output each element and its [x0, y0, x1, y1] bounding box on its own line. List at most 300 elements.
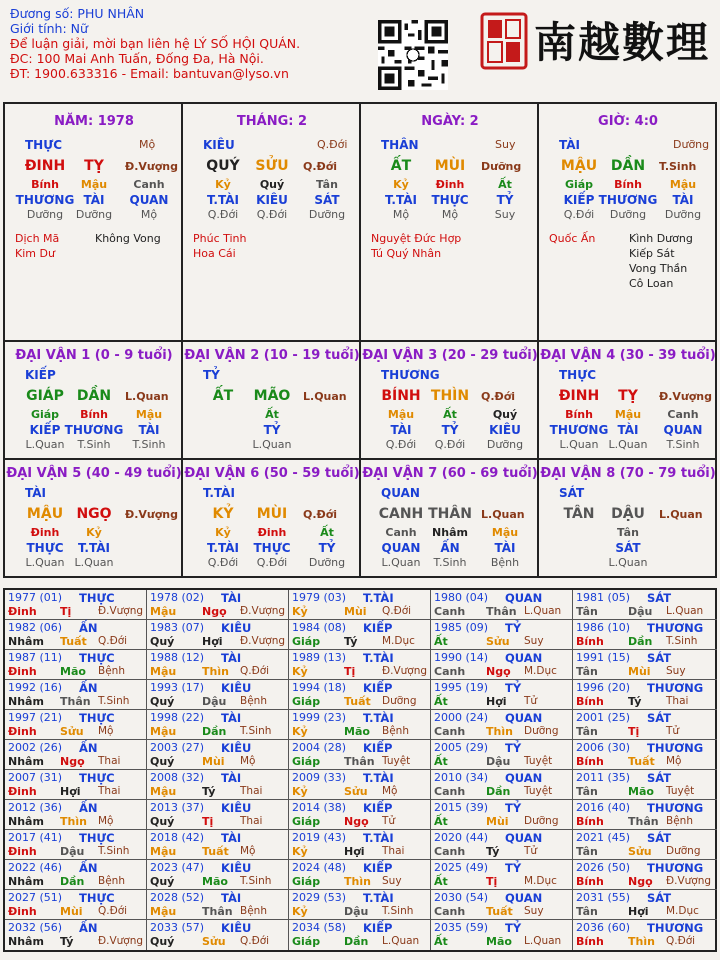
year-stage: Đ.Vượng [240, 635, 286, 647]
year-label: 1995 (19) [434, 681, 489, 694]
stem-stage: Q.Đới [317, 138, 348, 151]
heavenly-stem: QUÝ [206, 158, 240, 174]
year-stem: Mậu [150, 605, 177, 618]
year-branch: Hợi [628, 905, 649, 918]
heavenly-stem: ẤT [390, 158, 412, 174]
year-label: 2009 (33) [292, 771, 347, 784]
year-stage: Q.Đới [98, 635, 128, 647]
year-branch: Ngọ [60, 755, 85, 768]
shen-sha-right: Kiếp Sát [629, 247, 675, 260]
hidden-stem-stem: Ất [265, 408, 279, 421]
year-star: SÁT [647, 651, 672, 665]
year-star: KIẾP [363, 621, 393, 635]
hidden-stem-stage: L.Quan [381, 556, 421, 569]
year-branch: Dần [344, 935, 369, 948]
year-stage: T.Sinh [666, 635, 698, 647]
hidden-stem-stem: Bính [31, 178, 59, 191]
earthly-branch: THÂN [428, 506, 472, 522]
year-star: TỶ [505, 921, 522, 935]
year-label: 2031 (55) [576, 891, 631, 904]
year-label: 2026 (50) [576, 861, 631, 874]
year-stem: Tân [576, 665, 598, 678]
year-stage: Q.Đới [666, 935, 696, 947]
year-cell [573, 800, 717, 830]
hidden-stem-stem: Tân [316, 178, 338, 191]
hidden-stem-star: KIẾP [563, 193, 595, 207]
year-label: 2002 (26) [8, 741, 63, 754]
hidden-stem-star: TÀI [138, 423, 160, 437]
hidden-stem-stem: Đinh [435, 178, 465, 191]
year-cell [5, 590, 147, 620]
year-stem: Canh [434, 845, 466, 858]
year-stem: Nhâm [8, 695, 44, 708]
year-stem: Bính [576, 815, 604, 828]
hidden-stem-star: SÁT [615, 541, 641, 555]
year-stem: Giáp [292, 935, 321, 948]
year-label: 2029 (53) [292, 891, 347, 904]
year-branch: Mùi [60, 905, 83, 918]
header-info [10, 6, 370, 81]
hidden-stem-stage: Q.Đới [256, 208, 288, 221]
four-pillars-chart [3, 102, 717, 578]
year-label: 2007 (31) [8, 771, 63, 784]
year-stage: Thai [240, 815, 263, 827]
year-star: KIÊU [221, 921, 252, 935]
year-star: T.TÀI [363, 891, 394, 905]
year-stem: Ất [434, 695, 448, 708]
year-star: SÁT [647, 831, 672, 845]
year-star: ẤN [79, 621, 98, 635]
year-branch: Hợi [344, 845, 365, 858]
year-stem: Ất [434, 635, 448, 648]
year-star: KIÊU [221, 861, 252, 875]
year-label: 2020 (44) [434, 831, 489, 844]
year-cell [573, 590, 717, 620]
year-stem: Giáp [292, 875, 321, 888]
hidden-stem-stem: Giáp [30, 408, 60, 421]
year-stem: Quý [150, 875, 175, 888]
year-cell [147, 890, 289, 920]
hidden-stem-star: TỶ [496, 193, 514, 207]
branch-stage: Đ.Vượng [659, 390, 713, 403]
year-branch: Sửu [628, 845, 652, 858]
year-stage: Q.Đới [98, 905, 128, 917]
year-stage: Đ.Vượng [666, 875, 712, 887]
year-stage: Tử [666, 725, 680, 737]
year-cell [573, 830, 717, 860]
year-stage: Mộ [98, 815, 114, 827]
year-cell [147, 920, 289, 950]
year-label: 1980 (04) [434, 591, 489, 604]
year-label: 2003 (27) [150, 741, 205, 754]
dai-van-box [361, 460, 539, 578]
year-stem: Bính [576, 635, 604, 648]
earthly-branch: NGỌ [76, 506, 112, 522]
hidden-stem-stage: L.Quan [608, 556, 648, 569]
year-stage: Tử [524, 695, 538, 707]
year-stem: Bính [576, 875, 604, 888]
year-branch: Thân [60, 695, 91, 708]
branch-stage: L.Quan [481, 508, 525, 521]
branch-stage: L.Quan [303, 390, 347, 403]
year-branch: Dậu [486, 755, 511, 768]
hidden-stem-stem: Ất [498, 178, 512, 191]
year-label: 2036 (60) [576, 921, 631, 934]
year-cell [289, 800, 431, 830]
hidden-stem-stage: Q.Đới [256, 556, 288, 569]
dai-van-box [183, 460, 361, 578]
heavenly-stem: MẬU [26, 506, 64, 522]
dai-van-box [361, 342, 539, 460]
year-star: KIẾP [363, 921, 393, 935]
hidden-stem-stem: Giáp [564, 178, 594, 191]
branch-stage: Q.Đới [481, 390, 516, 403]
year-star: QUAN [505, 711, 543, 725]
year-stage: Bệnh [382, 725, 409, 737]
year-label: 2027 (51) [8, 891, 63, 904]
earthly-branch: DẬU [611, 506, 645, 522]
year-stage: L.Quan [382, 935, 420, 947]
year-stage: Đ.Vượng [98, 935, 144, 947]
year-branch: Dần [60, 875, 85, 888]
year-stem: Mậu [150, 845, 177, 858]
year-stage: Dưỡng [524, 815, 559, 827]
hidden-stem-stem: Kỷ [393, 178, 409, 191]
year-stage: Mộ [382, 785, 398, 797]
dai-van-box [539, 342, 717, 460]
hidden-stem-stem: Quý [259, 178, 285, 191]
year-stem: Quý [150, 635, 175, 648]
year-star: TÀI [221, 711, 242, 725]
year-star: SÁT [647, 891, 672, 905]
year-cell [147, 620, 289, 650]
earthly-branch: TỴ [618, 388, 638, 404]
year-cell [431, 740, 573, 770]
year-stem: Đinh [8, 605, 37, 618]
year-stage: Suy [666, 665, 686, 677]
pillar-title: ĐẠI VẬN 2 (10 - 19 tuổi) [184, 348, 360, 363]
year-stem: Canh [434, 905, 466, 918]
branch-stage: Q.Đới [303, 160, 338, 173]
ten-god-star: TỶ [203, 368, 220, 382]
year-stage: T.Sinh [98, 845, 130, 857]
year-stem: Tân [576, 605, 598, 618]
year-branch: Mão [202, 875, 228, 888]
year-branch: Thân [344, 755, 375, 768]
year-stem: Nhâm [8, 935, 44, 948]
shen-sha-left: Dịch Mã [15, 232, 60, 245]
hidden-stem-stage: L.Quan [608, 438, 648, 451]
year-stem: Kỷ [292, 785, 308, 798]
branch-stage: Q.Đới [303, 508, 338, 521]
year-cell [431, 830, 573, 860]
ten-god-star: TÀI [559, 138, 581, 152]
branch-stage: Đ.Vượng [125, 160, 179, 173]
heavenly-stem: GIÁP [26, 388, 64, 404]
hidden-stem-stem: Nhâm [432, 526, 468, 539]
hidden-stem-stage: Dưỡng [308, 556, 346, 569]
year-label: 2011 (35) [576, 771, 631, 784]
hidden-stem-stage: Q.Đới [385, 438, 417, 451]
year-branch: Tuất [202, 845, 229, 858]
year-cell [5, 620, 147, 650]
branch-stage: Đ.Vượng [125, 508, 179, 521]
year-cell [289, 920, 431, 950]
hidden-stem-star: QUAN [129, 193, 169, 207]
hidden-stem-stem: Tân [617, 526, 639, 539]
year-stem: Mậu [150, 665, 177, 678]
year-cell [289, 770, 431, 800]
year-cell [5, 770, 147, 800]
year-label: 1991 (15) [576, 651, 631, 664]
year-star: THỰC [79, 711, 115, 725]
hidden-stem-stage: L.Quan [252, 438, 292, 451]
year-star: ẤN [79, 681, 98, 695]
year-label: 2028 (52) [150, 891, 205, 904]
year-stage: T.Sinh [240, 875, 272, 887]
hidden-stem-stem: Bính [80, 408, 108, 421]
annual-luck-table [3, 588, 717, 952]
year-stage: M.Dục [524, 665, 557, 677]
hidden-stem-stage: L.Quan [25, 438, 65, 451]
heavenly-stem: KỶ [212, 506, 234, 522]
year-stem: Bính [576, 935, 604, 948]
year-star: THƯƠNG [647, 741, 704, 755]
hidden-stem-stem: Canh [133, 178, 165, 191]
year-branch: Mão [628, 785, 654, 798]
hidden-stem-star: THƯƠNG [15, 193, 75, 207]
year-branch: Mùi [202, 755, 225, 768]
year-star: QUAN [505, 591, 543, 605]
hidden-stem-star: THỰC [431, 193, 469, 207]
year-label: 2000 (24) [434, 711, 489, 724]
year-cell [431, 650, 573, 680]
ten-god-star: KIÊU [203, 138, 235, 152]
year-label: 1978 (02) [150, 591, 205, 604]
year-stem: Đinh [8, 725, 37, 738]
year-branch: Dậu [628, 605, 653, 618]
hidden-stem-stage: T.Sinh [433, 556, 467, 569]
year-cell [431, 920, 573, 950]
hidden-stem-stage: Suy [494, 208, 516, 221]
year-branch: Tị [486, 875, 498, 888]
year-cell [5, 740, 147, 770]
year-branch: Sửu [486, 635, 510, 648]
year-star: TÀI [221, 831, 242, 845]
dai-van-box [5, 342, 183, 460]
year-star: QUAN [505, 831, 543, 845]
year-cell [147, 680, 289, 710]
year-stem: Bính [576, 695, 604, 708]
year-stem: Mậu [150, 905, 177, 918]
year-stage: L.Quan [524, 605, 562, 617]
year-star: TỶ [505, 861, 522, 875]
hidden-stem-stage: Mộ [441, 208, 459, 221]
year-stage: Bệnh [666, 815, 693, 827]
year-stem: Đinh [8, 845, 37, 858]
year-star: T.TÀI [363, 831, 394, 845]
year-stem: Ất [434, 755, 448, 768]
year-label: 1999 (23) [292, 711, 347, 724]
year-stem: Nhâm [8, 875, 44, 888]
year-label: 2015 (39) [434, 801, 489, 814]
hidden-stem-stage: L.Quan [25, 556, 65, 569]
address-line: ĐC: 100 Mai Anh Tuấn, Đống Đa, Hà Nội. [10, 51, 264, 66]
year-stage: T.Sinh [240, 725, 272, 737]
shen-sha-right: Kình Dương [629, 232, 693, 245]
hidden-stem-stage: Dưỡng [486, 438, 524, 451]
hidden-stem-stage: Q.Đới [207, 556, 239, 569]
pillar-title: ĐẠI VẬN 7 (60 - 69 tuổi) [362, 466, 538, 481]
year-label: 1987 (11) [8, 651, 63, 664]
year-label: 1998 (22) [150, 711, 205, 724]
pillar-title: THÁNG: 2 [236, 114, 308, 129]
year-stem: Tân [576, 785, 598, 798]
ten-god-star: THÂN [381, 138, 419, 152]
year-branch: Ngọ [202, 605, 227, 618]
year-branch: Thân [628, 815, 659, 828]
year-cell [289, 830, 431, 860]
year-stem: Nhâm [8, 755, 44, 768]
year-stem: Canh [434, 725, 466, 738]
year-branch: Thìn [628, 935, 655, 948]
year-star: ẤN [79, 741, 98, 755]
hidden-stem-star: TỶ [441, 423, 459, 437]
hidden-stem-stage: T.Sinh [77, 438, 111, 451]
year-stage: Mộ [240, 845, 256, 857]
year-stem: Mậu [150, 725, 177, 738]
year-branch: Tuất [60, 635, 87, 648]
year-stage: Đ.Vượng [98, 605, 144, 617]
year-stage: Thai [98, 785, 121, 797]
shen-sha-right: Vong Thần [629, 262, 688, 275]
year-label: 2016 (40) [576, 801, 631, 814]
year-branch: Thìn [60, 815, 87, 828]
year-branch: Tị [344, 665, 356, 678]
year-cell [289, 620, 431, 650]
year-branch: Tý [344, 635, 358, 648]
dai-van-box [539, 460, 717, 578]
year-branch: Dậu [60, 845, 85, 858]
year-cell [289, 890, 431, 920]
year-label: 2034 (58) [292, 921, 347, 934]
year-label: 1977 (01) [8, 591, 63, 604]
year-cell [5, 680, 147, 710]
year-stage: Bệnh [240, 905, 267, 917]
year-star: TỶ [505, 741, 522, 755]
year-stem: Kỷ [292, 725, 308, 738]
year-branch: Dần [202, 725, 227, 738]
year-cell [431, 680, 573, 710]
year-branch: Tý [628, 695, 642, 708]
year-branch: Sửu [202, 935, 226, 948]
year-star: TÀI [221, 771, 242, 785]
earthly-branch: THÌN [430, 388, 470, 404]
year-label: 1983 (07) [150, 621, 205, 634]
year-stage: Suy [382, 875, 402, 887]
shen-sha-left: Quốc Ấn [549, 232, 596, 245]
year-cell [147, 740, 289, 770]
year-stage: Bệnh [240, 695, 267, 707]
year-branch: Tuất [486, 905, 513, 918]
year-cell [431, 620, 573, 650]
year-cell [147, 770, 289, 800]
year-stem: Ất [434, 815, 448, 828]
year-stage: Đ.Vượng [382, 665, 428, 677]
year-stage: M.Dục [666, 905, 699, 917]
year-cell [5, 860, 147, 890]
year-cell [289, 590, 431, 620]
hidden-stem-star: TÀI [617, 423, 639, 437]
year-stem: Nhâm [8, 635, 44, 648]
year-label: 1988 (12) [150, 651, 205, 664]
year-branch: Dậu [202, 695, 227, 708]
year-star: ẤN [79, 801, 98, 815]
hidden-stem-stem: Kỷ [215, 178, 231, 191]
hidden-stem-star: THƯƠNG [64, 423, 124, 437]
earthly-branch: DẦN [610, 158, 646, 174]
ten-god-star: THỰC [25, 138, 63, 152]
year-branch: Sửu [344, 785, 368, 798]
hidden-stem-stage: Mộ [392, 208, 410, 221]
hidden-stem-stage: Mộ [140, 208, 158, 221]
year-label: 1982 (06) [8, 621, 63, 634]
year-star: KIÊU [221, 621, 252, 635]
year-star: KIÊU [221, 801, 252, 815]
year-stage: Đ.Vượng [240, 605, 286, 617]
pillar-title: NGÀY: 2 [421, 114, 479, 129]
year-stem: Kỷ [292, 845, 308, 858]
hidden-stem-stage: Q.Đới [563, 208, 595, 221]
year-label: 1990 (14) [434, 651, 489, 664]
year-cell [147, 860, 289, 890]
year-branch: Thân [486, 605, 517, 618]
hidden-stem-star: SÁT [314, 193, 340, 207]
hidden-stem-stem: Kỷ [86, 526, 102, 539]
year-branch: Tị [60, 605, 72, 618]
hidden-stem-stem: Đinh [257, 526, 287, 539]
year-branch: Mùi [486, 815, 509, 828]
hidden-stem-stem: Đinh [30, 526, 60, 539]
qr-code-icon [378, 20, 448, 90]
earthly-branch: MÃO [253, 388, 291, 404]
hidden-stem-stem: Mậu [135, 408, 163, 421]
year-star: THƯƠNG [647, 801, 704, 815]
hidden-stem-stage: Bệnh [490, 556, 520, 569]
shen-sha-left: Tú Quý Nhân [371, 247, 442, 260]
pillar-title: ĐẠI VẬN 3 (20 - 29 tuổi) [362, 348, 538, 363]
year-stem: Giáp [292, 815, 321, 828]
pillar-box [5, 104, 183, 342]
year-stem: Đinh [8, 905, 37, 918]
hidden-stem-star: THƯƠNG [549, 423, 609, 437]
shen-sha-right: Cô Loan [629, 277, 674, 290]
year-stem: Tân [576, 725, 598, 738]
hidden-stem-stem: Bính [614, 178, 642, 191]
hidden-stem-stem: Ất [443, 408, 457, 421]
year-stage: L.Quan [524, 935, 562, 947]
dai-van-box [5, 460, 183, 578]
hidden-stem-stem: Mậu [491, 526, 519, 539]
year-label: 1992 (16) [8, 681, 63, 694]
year-stem: Kỷ [292, 905, 308, 918]
year-stage: Tử [382, 815, 396, 827]
hidden-stem-star: THỰC [26, 541, 64, 555]
year-stage: Q.Đới [382, 605, 412, 617]
hidden-stem-star: THỰC [253, 541, 291, 555]
ten-god-star: THƯƠNG [381, 368, 440, 382]
year-star: KIÊU [221, 681, 252, 695]
